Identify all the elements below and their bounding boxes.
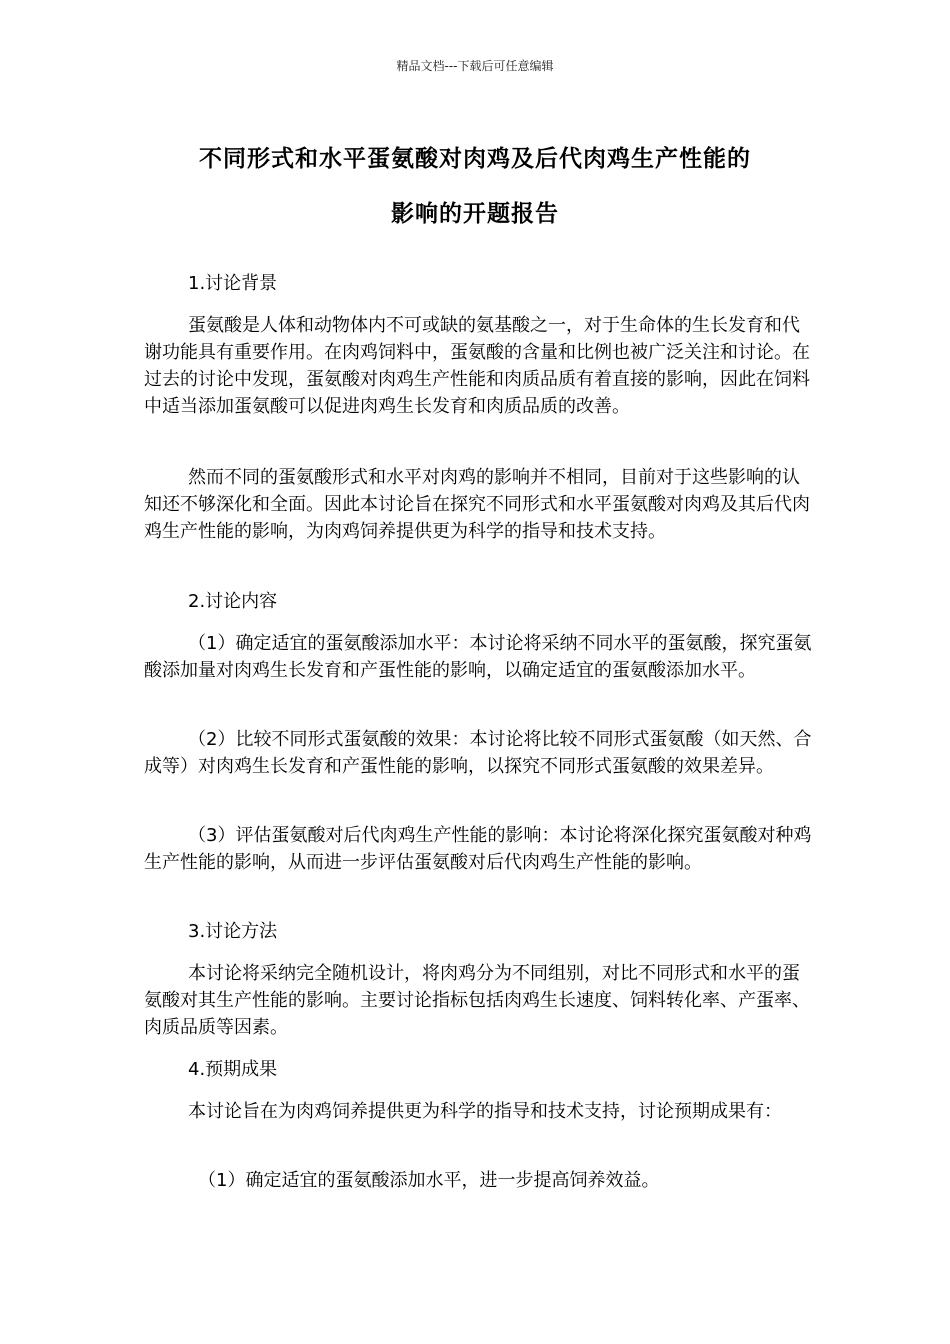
document-title-line-1: 不同形式和水平蛋氨酸对肉鸡及后代肉鸡生产性能的 [199, 146, 751, 172]
section-2-heading: 2.讨论内容 [188, 591, 278, 612]
document-title-line-2: 影响的开题报告 [391, 201, 559, 227]
section-4-item-1: （1）确定适宜的蛋氨酸添加水平，进一步提高饲养效益。 [198, 1170, 660, 1191]
section-2-item-3: （3）评估蛋氨酸对后代肉鸡生产性能的影响：本讨论将深化探究蛋氨酸对种鸡生产性能的影响，从而进一步评估蛋氨酸对后代肉鸡生产性能的影响。 [144, 825, 812, 873]
section-3-heading: 3.讨论方法 [188, 921, 278, 942]
section-1-paragraph-1: 蛋氨酸是人体和动物体内不可或缺的氨基酸之一，对于生命体的生长发育和代谢功能具有重要作用。在肉鸡饲料中，蛋氨酸的含量和比例也被广泛关注和讨论。在过去的讨论中发现，蛋氨酸对肉鸡生产性能和肉质品质有着直接的影响，因此在饲料中适当添加蛋氨酸可以促进肉鸡生长发育和肉质品质的改善。 [144, 315, 810, 417]
section-2-item-1: （1）确定适宜的蛋氨酸添加水平：本讨论将采纳不同水平的蛋氨酸，探究蛋氨酸添加量对肉鸡生长发育和产蛋性能的影响，以确定适宜的蛋氨酸添加水平。 [144, 633, 812, 681]
section-4-paragraph-1: 本讨论旨在为肉鸡饲养提供更为科学的指导和技术支持，讨论预期成果有： [188, 1101, 782, 1122]
section-3-paragraph-1: 本讨论将采纳完全随机设计，将肉鸡分为不同组别，对比不同形式和水平的蛋氨酸对其生产性能的影响。主要讨论指标包括肉鸡生长速度、饲料转化率、产蛋率、肉质品质等因素。 [144, 963, 810, 1038]
section-2-item-2: （2）比较不同形式蛋氨酸的效果：本讨论将比较不同形式蛋氨酸（如天然、合成等）对肉鸡生长发育和产蛋性能的影响，以探究不同形式蛋氨酸的效果差异。 [144, 729, 812, 777]
section-4-heading: 4.预期成果 [188, 1059, 278, 1080]
section-1-heading: 1.讨论背景 [188, 273, 278, 294]
section-1-paragraph-2: 然而不同的蛋氨酸形式和水平对肉鸡的影响并不相同，目前对于这些影响的认知还不够深化和全面。因此本讨论旨在探究不同形式和水平蛋氨酸对肉鸡及其后代肉鸡生产性能的影响，为肉鸡饲养提供更为科学的指导和技术支持。 [144, 467, 810, 542]
page-header: 精品文档---下载后可任意编辑 [396, 59, 554, 73]
